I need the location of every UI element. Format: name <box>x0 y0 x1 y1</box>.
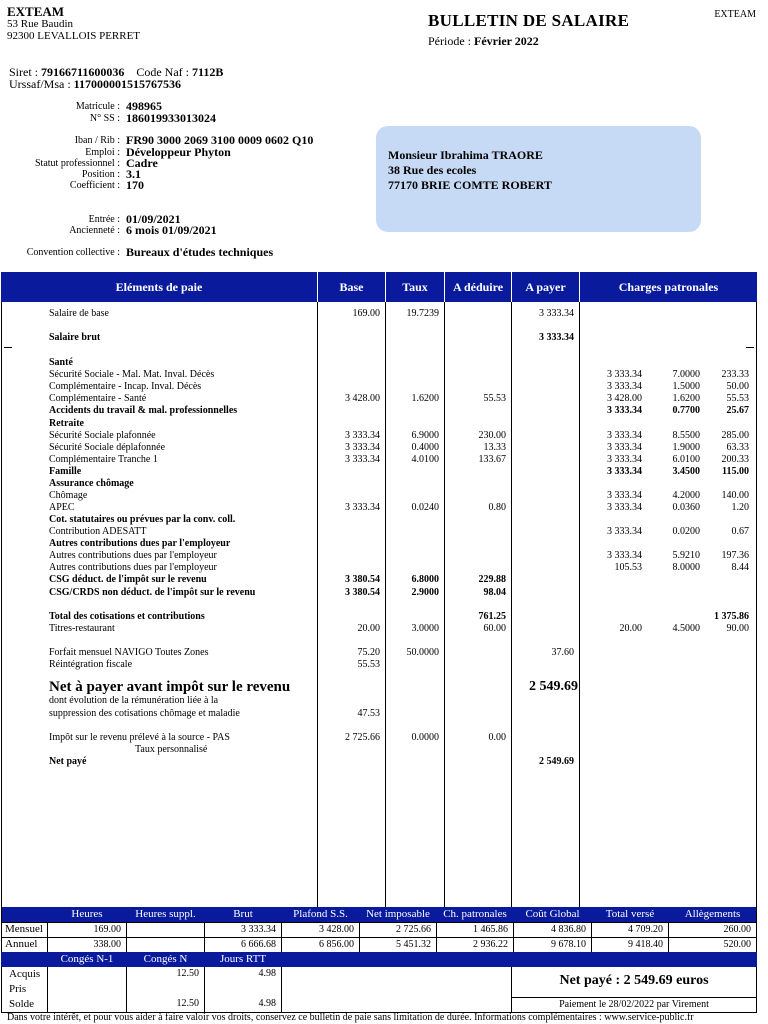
cell-taux: 4.0100 <box>411 454 439 465</box>
cell-deduire: 55.53 <box>483 393 506 404</box>
cell-ctaux: 4.2000 <box>672 490 700 501</box>
row-label: CSG déduct. de l'impôt sur le revenu <box>49 574 207 585</box>
cell-deduire: 133.67 <box>478 454 506 465</box>
employee-info-value: 170 <box>126 178 144 192</box>
page-title: BULLETIN DE SALAIRE <box>428 11 630 30</box>
row-label: Complémentaire Tranche 1 <box>49 454 158 465</box>
summary-cell: 9 678.10 <box>551 939 586 950</box>
employee-info-label: Iban / Rib : <box>74 135 120 146</box>
table-row <box>0 756 768 768</box>
table-row <box>0 526 768 538</box>
cell-base: 47.53 <box>357 708 380 719</box>
period-value: Février 2022 <box>474 34 539 48</box>
summary-header: Allègements <box>684 908 741 920</box>
header-deduire: A déduire <box>452 280 504 294</box>
row-label: Contribution ADESATT <box>49 526 147 537</box>
employee-info-label: Position : <box>81 169 120 180</box>
employee-info-value: Cadre <box>126 156 158 170</box>
conges-header: Jours RTT <box>219 953 267 965</box>
summary-cell: 5 451.32 <box>396 939 431 950</box>
conges-cell: 12.50 <box>176 968 199 979</box>
table-row <box>0 611 768 623</box>
net-paye-total: Net payé : 2 549.69 euros <box>559 973 709 988</box>
summary-header: Total versé <box>605 908 655 920</box>
summary-gridline <box>1 922 757 923</box>
header-separator <box>385 272 386 302</box>
cell-base: 3 428.00 <box>345 393 380 404</box>
cell-cmontant: 1.20 <box>731 502 749 513</box>
company-address-line2: 92300 LEVALLOIS PERRET <box>7 30 141 42</box>
conges-header: Congés N <box>143 953 188 965</box>
row-label: Complémentaire - Santé <box>49 393 147 404</box>
cell-cmontant: 55.53 <box>726 393 749 404</box>
cell-base: 55.53 <box>357 659 380 670</box>
conges-col-line <box>126 967 127 1012</box>
cell-payer: 3 333.34 <box>539 308 574 319</box>
table-row <box>0 405 768 417</box>
cell-cmontant: 50.00 <box>726 381 749 392</box>
row-label: suppression des cotisations chômage et maladie <box>49 708 240 719</box>
table-row <box>0 454 768 466</box>
table-row <box>0 418 768 430</box>
net-box-divider <box>512 997 756 998</box>
summary-col-line <box>281 922 282 952</box>
table-row <box>0 514 768 526</box>
employee-info-value: 498965 <box>126 99 162 113</box>
summary-header: Coût Global <box>525 908 580 920</box>
cell-cbase: 105.53 <box>614 562 642 573</box>
row-label: Impôt sur le revenu prélevé à la source - PAS <box>49 732 230 743</box>
row-label: Salaire de base <box>49 308 109 319</box>
summary-col-line <box>47 922 48 952</box>
header-separator <box>579 272 580 302</box>
cell-payer: 2 549.69 <box>539 756 574 767</box>
cell-taux: 0.4000 <box>411 442 439 453</box>
cell-ctaux: 0.0360 <box>672 502 700 513</box>
conges-row-label: Acquis <box>9 968 41 980</box>
cell-deduire: 229.88 <box>478 574 506 585</box>
summary-header: Brut <box>233 908 253 920</box>
recipient-city: 77170 BRIE COMTE ROBERT <box>388 178 552 192</box>
cell-base: 3 380.54 <box>345 587 380 598</box>
siret-value: 79166711600036 <box>41 65 125 79</box>
conges-cell: 4.98 <box>258 968 276 979</box>
row-label: Accidents du travail & mal. professionnelles <box>49 405 238 416</box>
cell-ctaux: 8.0000 <box>672 562 700 573</box>
cell-ctaux: 8.5500 <box>672 430 700 441</box>
recipient-street: 38 Rue des ecoles <box>388 163 477 177</box>
summary-cell: 338.00 <box>93 939 121 950</box>
cell-payer: 3 333.34 <box>539 332 574 343</box>
cell-cmontant: 8.44 <box>731 562 749 573</box>
company-corner-name: EXTEAM <box>714 9 756 20</box>
summary-cell: 2 725.66 <box>396 924 431 935</box>
table-row <box>0 659 768 671</box>
cell-base: 2 725.66 <box>345 732 380 743</box>
cell-cbase: 3 333.34 <box>607 381 642 392</box>
header-separator <box>511 272 512 302</box>
naf-value: 7112B <box>192 65 224 79</box>
table-row <box>0 381 768 393</box>
brut-tick-left <box>4 347 12 348</box>
summary-cell: 1 465.86 <box>473 924 508 935</box>
summary-col-line <box>359 922 360 952</box>
cell-base: 20.00 <box>357 623 380 634</box>
table-row <box>0 369 768 381</box>
cell-cmontant: 233.33 <box>721 369 749 380</box>
conges-col-line <box>281 967 282 1012</box>
cell-taux: 0.0240 <box>411 502 439 513</box>
cell-taux: 3.0000 <box>411 623 439 634</box>
table-row <box>0 550 768 562</box>
footer-notice: Dans votre intérêt, et pour vous aider à faire valoir vos droits, conservez ce bulletin de paie sans limitation de durée. Informations complémentaires : www.service-public.fr <box>7 1012 694 1023</box>
employee-info-value: 01/09/2021 <box>126 212 181 226</box>
cell-deduire: 60.00 <box>483 623 506 634</box>
header-base: Base <box>339 280 364 294</box>
company-address-line1: 53 Rue Baudin <box>7 18 73 30</box>
cell-deduire: 98.04 <box>483 587 506 598</box>
cell-taux: 6.9000 <box>411 430 439 441</box>
pay-period <box>428 34 539 49</box>
cell-cmontant: 200.33 <box>721 454 749 465</box>
summary-cell: 4 836.80 <box>551 924 586 935</box>
table-row <box>0 695 768 707</box>
row-label: Net payé <box>49 756 87 767</box>
table-row <box>0 732 768 744</box>
cell-ctaux: 0.0200 <box>672 526 700 537</box>
siret-label: Siret : <box>9 65 41 79</box>
cell-base: 3 333.34 <box>345 502 380 513</box>
cell-cmontant: 1 375.86 <box>714 611 749 622</box>
row-label: Titres-restaurant <box>49 623 115 634</box>
urssaf-label: Urssaf/Msa : <box>9 77 74 91</box>
employee-info-label: Emploi : <box>85 147 120 158</box>
cell-cbase: 3 428.00 <box>607 393 642 404</box>
cell-ctaux: 6.0100 <box>672 454 700 465</box>
table-row <box>0 478 768 490</box>
brut-tick-right <box>746 347 754 348</box>
summary-cell: 3 428.00 <box>319 924 354 935</box>
row-label: Complémentaire - Incap. Inval. Décès <box>49 381 202 392</box>
cell-base: 169.00 <box>352 308 380 319</box>
cell-ctaux: 0.7700 <box>672 405 700 416</box>
row-label: Autres contributions dues par l'employeur <box>49 538 231 549</box>
conges-row-label: Solde <box>9 998 35 1010</box>
convention-label: Convention collective : <box>26 247 120 258</box>
table-row <box>0 393 768 405</box>
summary-cell: 6 856.00 <box>319 939 354 950</box>
summary-header: Plafond S.S. <box>293 908 348 920</box>
table-row <box>0 708 768 720</box>
table-row <box>0 430 768 442</box>
summary-cell: 520.00 <box>723 939 751 950</box>
summary-row-label: Annuel <box>5 938 38 950</box>
row-label: Santé <box>49 357 73 368</box>
cell-ctaux: 1.9000 <box>672 442 700 453</box>
header-separator <box>444 272 445 302</box>
cell-ctaux: 7.0000 <box>672 369 700 380</box>
summary-col-line <box>126 922 127 952</box>
row-label: Sécurité Sociale - Mal. Mat. Inval. Décès <box>49 369 215 380</box>
summary-header: Net imposable <box>366 908 430 920</box>
cell-cbase: 3 333.34 <box>607 369 642 380</box>
cell-cmontant: 197.36 <box>721 550 749 561</box>
header-payer: A payer <box>525 280 566 294</box>
cell-ctaux: 1.6200 <box>672 393 700 404</box>
summary-cell: 9 418.40 <box>628 939 663 950</box>
table-row <box>0 442 768 454</box>
cell-cbase: 3 333.34 <box>607 526 642 537</box>
row-label: Cot. statutaires ou prévues par la conv. coll. <box>49 514 236 525</box>
cell-cmontant: 285.00 <box>721 430 749 441</box>
conges-col-line <box>204 967 205 1012</box>
cell-ctaux: 5.9210 <box>672 550 700 561</box>
table-row <box>0 332 768 344</box>
net-avant-impot-value: 2 549.69 <box>529 679 578 694</box>
cell-ctaux: 1.5000 <box>672 381 700 392</box>
row-label: Forfait mensuel NAVIGO Toutes Zones <box>49 647 209 658</box>
table-row <box>0 587 768 599</box>
cell-taux: 1.6200 <box>411 393 439 404</box>
header-taux: Taux <box>402 280 428 294</box>
summary-header: Heures <box>71 908 103 920</box>
cell-taux: 2.9000 <box>411 587 439 598</box>
cell-cmontant: 25.67 <box>726 405 749 416</box>
row-label: Réintégration fiscale <box>49 659 133 670</box>
table-row <box>0 538 768 550</box>
net-avant-impot-label: Net à payer avant impôt sur le revenu <box>49 679 291 695</box>
summary-row-label: Mensuel <box>5 923 43 935</box>
row-label: Sécurité Sociale plafonnée <box>49 430 156 441</box>
employee-info-value: Développeur Phyton <box>126 145 231 159</box>
urssaf-line <box>9 77 181 92</box>
employee-info-value: 186019933013024 <box>126 111 216 125</box>
summary-cell: 260.00 <box>723 924 751 935</box>
table-row <box>0 647 768 659</box>
cell-deduire: 761.25 <box>478 611 506 622</box>
row-label: Taux personnalisé <box>135 744 208 755</box>
cell-base: 3 333.34 <box>345 430 380 441</box>
cell-cmontant: 115.00 <box>722 466 749 477</box>
employee-info-value: FR90 3000 2069 3100 0009 0602 Q10 <box>126 133 314 147</box>
conges-col-line <box>47 967 48 1012</box>
table-row <box>0 308 768 320</box>
summary-gridline <box>1 937 757 938</box>
header-charges: Charges patronales <box>618 280 719 294</box>
row-label: Autres contributions dues par l'employeur <box>49 550 217 561</box>
row-label: Autres contributions dues par l'employeur <box>49 562 217 573</box>
period-label: Période : <box>428 34 474 48</box>
cell-cmontant: 63.33 <box>726 442 749 453</box>
table-row <box>0 490 768 502</box>
employee-info-label: Matricule : <box>75 101 120 112</box>
recipient-address-box <box>376 126 701 232</box>
cell-base: 3 333.34 <box>345 442 380 453</box>
summary-header: Heures suppl. <box>135 908 196 920</box>
employee-info-label: Entrée : <box>88 214 120 225</box>
row-label: APEC <box>49 502 75 513</box>
cell-cbase: 3 333.34 <box>607 454 642 465</box>
table-row <box>0 357 768 369</box>
naf-label: Code Naf : <box>136 65 192 79</box>
cell-deduire: 13.33 <box>483 442 506 453</box>
table-row <box>0 502 768 514</box>
conges-row-label: Pris <box>9 983 27 995</box>
cell-deduire: 0.00 <box>488 732 506 743</box>
summary-cell: 169.00 <box>93 924 121 935</box>
cell-cbase: 3 333.34 <box>607 466 642 477</box>
cell-base: 75.20 <box>357 647 380 658</box>
cell-deduire: 0.80 <box>488 502 506 513</box>
summary-col-line <box>668 922 669 952</box>
cell-taux: 50.0000 <box>406 647 439 658</box>
cell-cbase: 3 333.34 <box>607 442 642 453</box>
table-row <box>0 744 768 756</box>
summary-cell: 3 333.34 <box>241 924 276 935</box>
header-elements: Eléments de paie <box>115 280 203 294</box>
employee-info-label: Coefficient : <box>69 180 120 191</box>
employee-info-label: N° SS : <box>89 113 120 124</box>
company-name: EXTEAM <box>7 4 65 19</box>
summary-header: Ch. patronales <box>443 908 507 920</box>
cell-taux: 19.7239 <box>406 308 439 319</box>
recipient-name: Monsieur Ibrahima TRAORE <box>388 148 543 162</box>
cell-ctaux: 3.4500 <box>672 466 700 477</box>
row-label: Retraite <box>49 418 84 429</box>
summary-cell: 6 666.68 <box>241 939 276 950</box>
header-separator <box>317 272 318 302</box>
row-label: Assurance chômage <box>49 478 134 489</box>
cell-cbase: 3 333.34 <box>607 502 642 513</box>
cell-payer: 37.60 <box>551 647 574 658</box>
urssaf-value: 117000001515767536 <box>73 77 182 91</box>
employee-info-label: Ancienneté : <box>69 225 120 236</box>
summary-cell: 4 709.20 <box>628 924 663 935</box>
cell-cmontant: 0.67 <box>731 526 749 537</box>
table-row <box>0 574 768 586</box>
row-label: CSG/CRDS non déduct. de l'impôt sur le revenu <box>49 587 256 598</box>
summary-col-line <box>204 922 205 952</box>
cell-cbase: 3 333.34 <box>607 550 642 561</box>
payment-info: Paiement le 28/02/2022 par Virement <box>559 999 709 1010</box>
row-label: Salaire brut <box>49 332 101 343</box>
employee-info-value: 3.1 <box>126 167 141 181</box>
cell-ctaux: 4.5000 <box>672 623 700 634</box>
cell-base: 3 333.34 <box>345 454 380 465</box>
table-row <box>0 623 768 635</box>
employee-info-label: Statut professionnel : <box>35 158 120 169</box>
cell-base: 3 380.54 <box>345 574 380 585</box>
cell-cbase: 3 333.34 <box>607 490 642 501</box>
row-label: Sécurité Sociale déplafonnée <box>49 442 166 453</box>
table-row <box>0 562 768 574</box>
summary-cell: 2 936.22 <box>473 939 508 950</box>
summary-col-line <box>436 922 437 952</box>
table-row <box>0 466 768 478</box>
summary-col-line <box>513 922 514 952</box>
row-label: dont évolution de la rémunération liée à la <box>49 695 219 706</box>
row-label: Chômage <box>49 490 88 501</box>
cell-cmontant: 90.00 <box>726 623 749 634</box>
row-label: Famille <box>49 466 82 477</box>
cell-cbase: 3 333.34 <box>607 405 642 416</box>
row-label: Total des cotisations et contributions <box>49 611 205 622</box>
convention-value: Bureaux d'études techniques <box>126 245 274 259</box>
cell-cmontant: 140.00 <box>721 490 749 501</box>
conges-cell: 12.50 <box>176 998 199 1009</box>
cell-cbase: 20.00 <box>619 623 642 634</box>
conges-header: Congés N-1 <box>60 953 114 965</box>
summary-col-line <box>591 922 592 952</box>
cell-deduire: 230.00 <box>478 430 506 441</box>
conges-cell: 4.98 <box>258 998 276 1009</box>
cell-taux: 0.0000 <box>411 732 439 743</box>
cell-cbase: 3 333.34 <box>607 430 642 441</box>
cell-taux: 6.8000 <box>411 574 439 585</box>
employee-info-value: 6 mois 01/09/2021 <box>126 223 217 237</box>
